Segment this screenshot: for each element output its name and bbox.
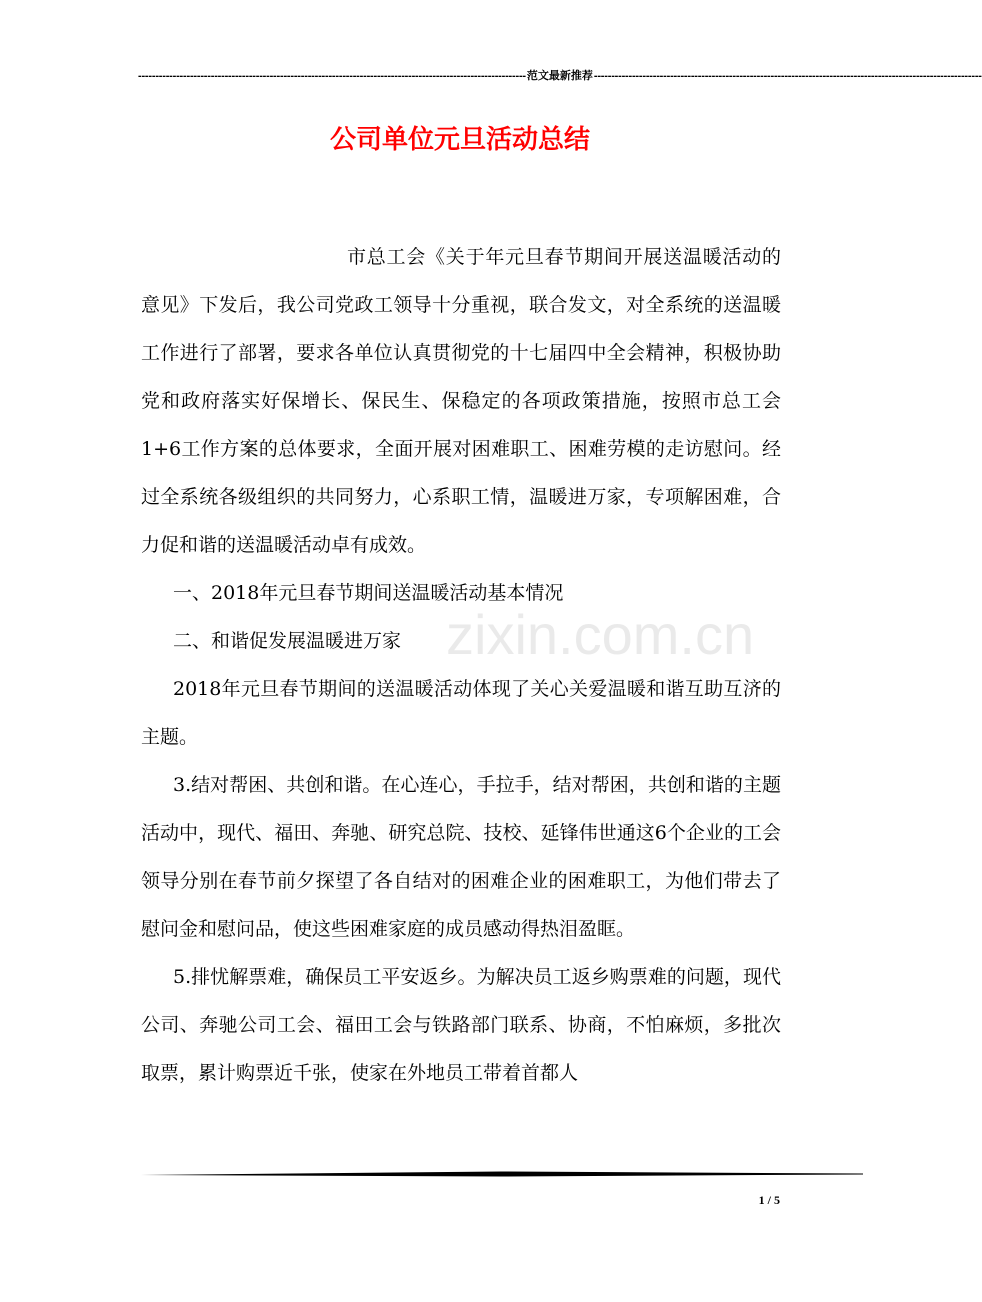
document-title: 公司单位元旦活动总结 [329,125,590,155]
section-heading-2: 二、和谐促发展温暖进万家 [173,630,402,652]
document-body [141,233,781,1097]
paragraph-item-3: 3.结对帮困、共创和谐。在心连心，手拉手，结对帮困，共创和谐的主题活动中，现代、福田、奔驰、研究总院、技校、延锋伟世通这6个企业的工会领导分别在春节前夕探望了各自结对的困难企业的困难职工，为他们带去了慰问金和慰问品，使这些困难家庭的成员感动得热泪盈眶。 [141,774,781,940]
header-dashes-left: ---------------------------------------------------------------------------------------------------------------- [138,70,526,82]
footer-rule [141,1170,863,1178]
paragraph-theme: 2018年元旦春节期间的送温暖活动体现了关心关爱温暖和谐互助互济的主题。 [141,678,781,748]
paragraph-item-5: 5.排忧解票难，确保员工平安返乡。为解决员工返乡购票难的问题，现代公司、奔驰公司工会、福田工会与铁路部门联系、协商，不怕麻烦，多批次取票，累计购票近千张，使家在外地员工带着首都人 [141,966,781,1084]
header-label: 范文最新推荐 [526,70,593,82]
header-dashes-right: ---------------------------------------------------------------------------------------------------------------- [593,70,982,82]
paragraph-intro: 市总工会《关于年元旦春节期间开展送温暖活动的意见》下发后，我公司党政工领导十分重视，联合发文，对全系统的送温暖工作进行了部署，要求各单位认真贯彻党的十七届四中全会精神，积极协助党和政府落实好保增长、保民生、保稳定的各项政策措施，按照市总工会1+6工作方案的总体要求，全面开展对困难职工、困难劳模的走访慰问。经过全系统各级组织的共同努力，心系职工情，温暖进万家，专项解困难，合力促和谐的送温暖活动卓有成效。 [141,246,781,556]
watermark: zixin.com.cn [446,603,755,666]
page-header [138,68,982,84]
section-heading-1: 一、2018年元旦春节期间送温暖活动基本情况 [173,582,564,604]
page-number: 1 / 5 [758,1193,780,1207]
